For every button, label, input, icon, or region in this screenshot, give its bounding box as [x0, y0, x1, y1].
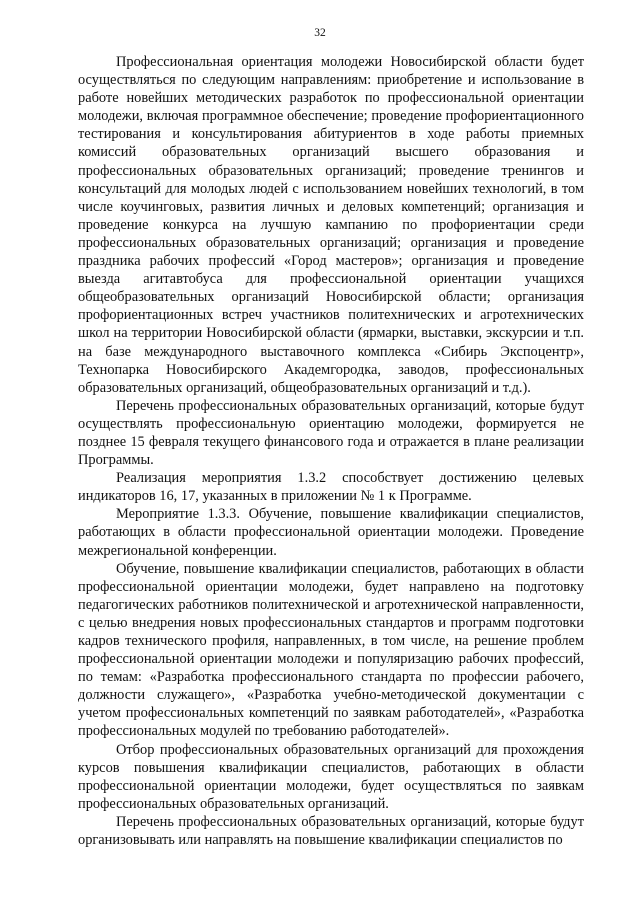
- paragraph-selection-of-organizations: Отбор профессиональных образовательных организаций для прохождения курсов повышения квалификации специалистов, работающих в области профессиональной ориентации молодежи, будет осуществляться по заявкам профессиональных образовательных организаций.: [78, 741, 584, 812]
- paragraph-measure-1-3-3-title: Мероприятие 1.3.3. Обучение, повышение квалификации специалистов, работающих в области профессиональной ориентации молодежи. Проведение межрегиональной конференции.: [78, 506, 584, 559]
- paragraph-career-guidance-directions: Профессиональная ориентация молодежи Новосибирской области будет осуществляться по следующим направлениям: приобретение и использование в работе новейших методических разработок по профессиональной ориентации молодежи, включая программное обеспечение; проведение профориентационного тестирования и консультирования абитуриентов в ходе работы приемных комиссий образовательных организаций высшего образования и профессиональных образовательных организаций; проведение тренингов и консультаций для молодых людей с использованием новейших технологий, в том числе коучинговых, развития личных и деловых компетенций; организация и проведение конкурса на лучшую кампанию по профориентации среди профессиональных образовательных организаций; организация и проведение праздника рабочих профессий «Город мастеров»; организация и проведение выезда агитавтобуса для профессиональной ориентации учащихся общеобразовательных организаций Новосибирской области; организация профориентационных встреч участников политехнических и агротехнических школ на территории Новосибирской области (ярмарки, выставки, экскурсии и т.п. на базе международного выставочного комплекса «Сибирь Экспоцентр», Технопарка Новосибирского Академгородка, заводов, профессиональных образовательных организаций, общеобразовательных организаций и т.д.).: [78, 54, 584, 396]
- paragraph-organizations-list-training: Перечень профессиональных образовательных организаций, которые будут организовывать или направлять на повышение квалификации специалистов по: [78, 813, 584, 849]
- paragraph-training-description: Обучение, повышение квалификации специалистов, работающих в области профессиональной ориентации молодежи, будет направлено на подготовку педагогических работников политехнической и агротехнической направленности, с целью внедрения новых профессиональных стандартов и программ подготовки кадров технического профиля, направленных, в том числе, на решение проблем профессиональной ориентации молодежи и популяризацию рабочих профессий, по темам: «Разработка профессионального стандарта по профессии рабочего, должности служащего», «Разработка учебно-методической документации с учетом профессиональных компетенций по заявкам работодателей», «Разработка профессиональных модулей по требованию работодателей».: [78, 560, 584, 740]
- page-number: 32: [314, 27, 326, 39]
- paragraph-organizations-list: Перечень профессиональных образовательных организаций, которые будут осуществлять профессиональную ориентацию молодежи, формируется не позднее 15 февраля текущего финансового года и отражается в плане реализации Программы.: [78, 397, 584, 469]
- document-body: [78, 53, 584, 849]
- paragraph-measure-1-3-2-indicators: Реализация мероприятия 1.3.2 способствует достижению целевых индикаторов 16, 17, указанных в приложении № 1 к Программе.: [78, 470, 584, 505]
